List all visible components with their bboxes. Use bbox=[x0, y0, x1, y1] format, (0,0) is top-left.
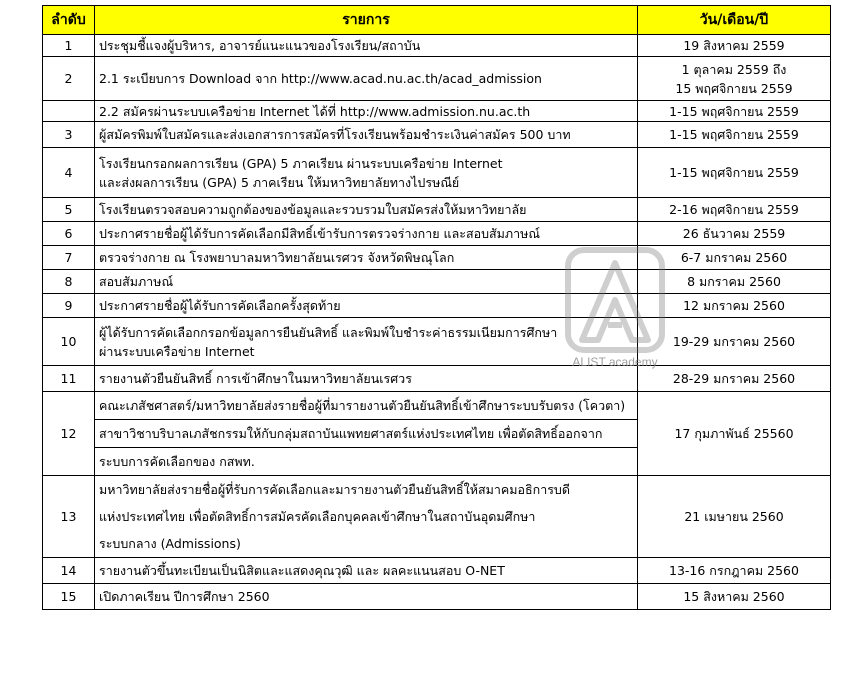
date-line: 19 สิงหาคม 2559 bbox=[683, 38, 785, 53]
row-date bbox=[638, 101, 831, 122]
date-line: 8 มกราคม 2560 bbox=[687, 274, 781, 289]
item-line: แห่งประเทศไทย เพื่อตัดสิทธิ์การสมัครคัดเลือกบุคคลเข้าศึกษาในสถาบันอุดมศึกษา bbox=[99, 509, 536, 524]
table-row bbox=[43, 558, 831, 584]
row-number: 13 bbox=[43, 476, 95, 558]
row-number: 2 bbox=[43, 57, 95, 101]
item-line: โรงเรียนกรอกผลการเรียน (GPA) 5 ภาคเรียน ผ่านระบบเครือข่าย Internet bbox=[99, 155, 503, 171]
item-line: ระบบกลาง (Admissions) bbox=[99, 536, 241, 551]
row-number: 14 bbox=[43, 558, 95, 584]
row-item bbox=[95, 222, 638, 246]
item-line: ผู้สมัครพิมพ์ใบสมัครและส่งเอกสารการสมัครที่โรงเรียนพร้อมชำระเงินค่าสมัคร 500 บาท bbox=[99, 127, 571, 142]
table-row bbox=[43, 35, 831, 57]
item-line: 2.1 ระเบียบการ Download จาก http://www.acad.nu.ac.th/acad_admission bbox=[99, 71, 542, 86]
row-date bbox=[638, 294, 831, 318]
row-number: 15 bbox=[43, 584, 95, 610]
row-item bbox=[95, 101, 638, 122]
date-line: 19-29 มกราคม 2560 bbox=[672, 334, 796, 349]
item-line: สอบสัมภาษณ์ bbox=[99, 274, 174, 289]
table-row bbox=[43, 392, 831, 476]
table-row bbox=[43, 294, 831, 318]
row-date bbox=[638, 584, 831, 610]
row-date bbox=[638, 476, 831, 558]
item-line: เปิดภาคเรียน ปีการศึกษา 2560 bbox=[99, 589, 270, 604]
schedule-table bbox=[42, 5, 831, 610]
row-date bbox=[638, 366, 831, 392]
row-item bbox=[95, 366, 638, 392]
item-line: ระบบการคัดเลือกของ กสพท. bbox=[99, 454, 255, 469]
row-item bbox=[95, 148, 638, 198]
date-line: 2-16 พฤศจิกายน 2559 bbox=[669, 202, 799, 217]
table-row bbox=[43, 122, 831, 148]
row-number: 4 bbox=[43, 148, 95, 198]
item-line: สาขาวิชาบริบาลเภสัชกรรมให้กับกลุ่มสถาบันแพทยศาสตร์แห่งประเทศไทย เพื่อตัดสิทธิ์ออกจาก bbox=[99, 426, 603, 441]
row-item bbox=[95, 294, 638, 318]
table-row bbox=[43, 366, 831, 392]
row-date bbox=[638, 246, 831, 270]
header-item: รายการ bbox=[95, 6, 638, 35]
row-number: 12 bbox=[43, 392, 95, 476]
table-row bbox=[43, 318, 831, 366]
date-line: 1 ตุลาคม 2559 ถึง bbox=[681, 61, 787, 77]
row-number: 8 bbox=[43, 270, 95, 294]
row-number: 3 bbox=[43, 122, 95, 148]
table-row bbox=[43, 198, 831, 222]
item-line: รายงานตัวขึ้นทะเบียนเป็นนิสิตและแสดงคุณวุฒิ และ ผลคะแนนสอบ O-NET bbox=[99, 563, 505, 578]
table-row bbox=[43, 270, 831, 294]
row-number: 9 bbox=[43, 294, 95, 318]
row-number: 11 bbox=[43, 366, 95, 392]
row-item bbox=[95, 270, 638, 294]
row-date bbox=[638, 35, 831, 57]
item-line: ประกาศรายชื่อผู้ได้รับการคัดเลือกครั้งสุดท้าย bbox=[99, 298, 341, 313]
row-number bbox=[43, 101, 95, 122]
row-date bbox=[638, 392, 831, 476]
row-number: 10 bbox=[43, 318, 95, 366]
row-number: 5 bbox=[43, 198, 95, 222]
date-line: 1-15 พฤศจิกายน 2559 bbox=[669, 165, 799, 180]
row-date bbox=[638, 558, 831, 584]
date-line: 26 ธันวาคม 2559 bbox=[682, 226, 786, 241]
table-row bbox=[43, 148, 831, 198]
row-item bbox=[95, 57, 638, 101]
row-number: 6 bbox=[43, 222, 95, 246]
date-line: 17 กุมภาพันธ์ 25560 bbox=[674, 426, 794, 441]
row-item bbox=[95, 558, 638, 584]
row-item bbox=[95, 476, 638, 558]
row-item bbox=[95, 318, 638, 366]
date-line: 1-15 พฤศจิกายน 2559 bbox=[669, 127, 799, 142]
row-date bbox=[638, 270, 831, 294]
row-item bbox=[95, 246, 638, 270]
row-item bbox=[95, 584, 638, 610]
date-line: 15 สิงหาคม 2560 bbox=[683, 589, 785, 604]
watermark-text: ALIST academy bbox=[572, 355, 658, 369]
table-row bbox=[43, 476, 831, 558]
date-line: 13-16 กรกฎาคม 2560 bbox=[669, 563, 799, 578]
row-date bbox=[638, 222, 831, 246]
row-date bbox=[638, 148, 831, 198]
item-line: ผู้ได้รับการคัดเลือกกรอกข้อมูลการยืนยันสิทธิ์ และพิมพ์ใบชำระค่าธรรมเนียมการศึกษา bbox=[99, 324, 558, 340]
row-date bbox=[638, 198, 831, 222]
table-row bbox=[43, 246, 831, 270]
date-line: 1-15 พฤศจิกายน 2559 bbox=[669, 103, 799, 119]
row-item bbox=[95, 198, 638, 222]
header-no: ลำดับ bbox=[43, 6, 95, 35]
table-row bbox=[43, 57, 831, 101]
row-item bbox=[95, 122, 638, 148]
item-line: 2.2 สมัครผ่านระบบเครือข่าย Internet ได้ที่ http://www.admission.nu.ac.th bbox=[99, 103, 531, 119]
item-line: ผ่านระบบเครือข่าย Internet bbox=[99, 343, 255, 359]
date-line: 6-7 มกราคม 2560 bbox=[680, 250, 788, 265]
item-line: คณะเภสัชศาสตร์/มหาวิทยาลัยส่งรายชื่อผู้ที่มารายงานตัวยืนยันสิทธิ์เข้าศึกษาระบบรับตรง (โควตา) bbox=[99, 398, 626, 413]
table-row bbox=[43, 584, 831, 610]
item-line: โรงเรียนตรวจสอบความถูกต้องของข้อมูลและรวบรวมใบสมัครส่งให้มหาวิทยาลัย bbox=[99, 202, 527, 217]
table-header-row bbox=[43, 6, 831, 35]
row-date bbox=[638, 122, 831, 148]
item-line: รายงานตัวยืนยันสิทธิ์ การเข้าศึกษาในมหาวิทยาลัยนเรศวร bbox=[99, 371, 412, 386]
item-line: ประชุมชี้แจงผู้บริหาร, อาจารย์แนะแนวของโรงเรียน/สถาบัน bbox=[99, 38, 421, 53]
item-line: ตรวจร่างกาย ณ โรงพยาบาลมหาวิทยาลัยนเรศวร จังหวัดพิษณุโลก bbox=[99, 250, 455, 265]
item-line: และส่งผลการเรียน (GPA) 5 ภาคเรียน ให้มหาวิทยาลัยทางไปรษณีย์ bbox=[99, 174, 460, 190]
row-number: 1 bbox=[43, 35, 95, 57]
row-item bbox=[95, 392, 638, 476]
date-line: 28-29 มกราคม 2560 bbox=[672, 371, 796, 386]
row-number: 7 bbox=[43, 246, 95, 270]
row-item bbox=[95, 35, 638, 57]
row-date bbox=[638, 57, 831, 101]
item-line: มหาวิทยาลัยส่งรายชื่อผู้ที่รับการคัดเลือกและมารายงานตัวยืนยันสิทธิ์ให้สมาคมอธิการบดี bbox=[99, 482, 570, 497]
date-line: 12 มกราคม 2560 bbox=[683, 298, 785, 313]
table-row bbox=[43, 222, 831, 246]
date-line: 15 พฤศจิกายน 2559 bbox=[675, 80, 793, 96]
date-line: 21 เมษายน 2560 bbox=[684, 509, 784, 524]
header-date: วัน/เดือน/ปี bbox=[638, 6, 831, 35]
item-line: ประกาศรายชื่อผู้ได้รับการคัดเลือกมีสิทธิ์เข้ารับการตรวจร่างกาย และสอบสัมภาษณ์ bbox=[99, 226, 540, 241]
table-row bbox=[43, 101, 831, 122]
